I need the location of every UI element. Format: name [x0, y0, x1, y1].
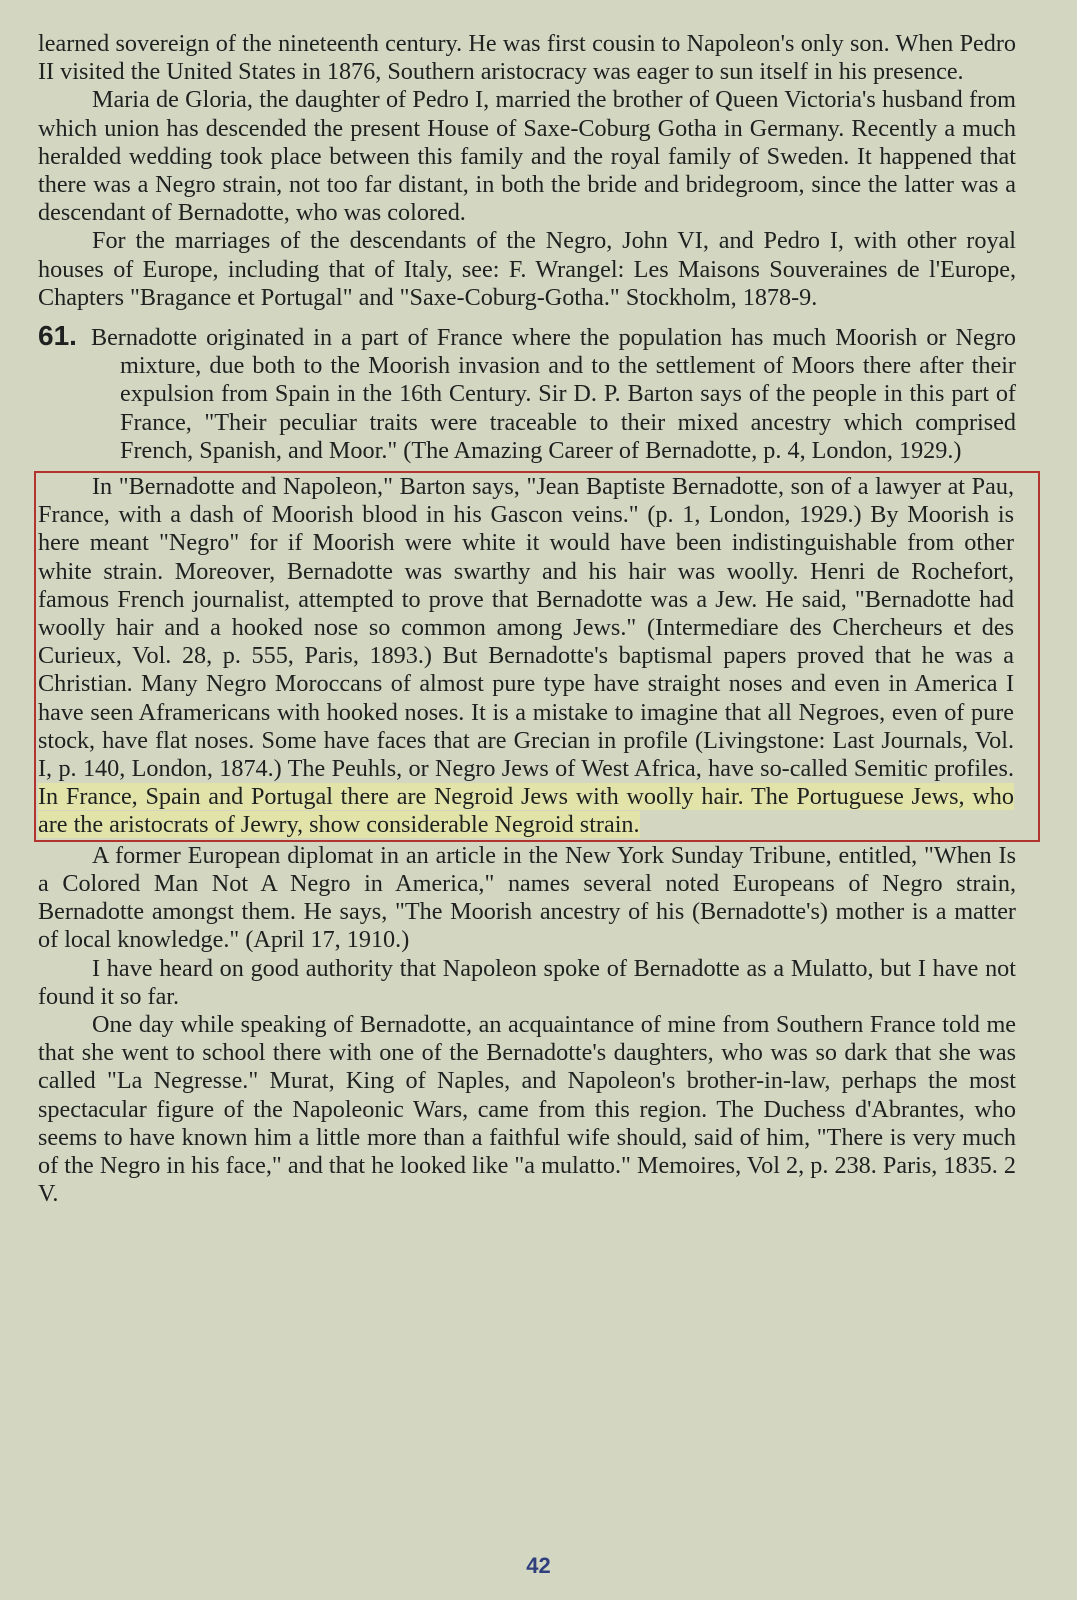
page-number: 42	[526, 1553, 551, 1578]
boxed-paragraph	[38, 473, 1014, 840]
section-text: Bernadotte originated in a part of France where the population has much Moorish or Negro mixture, due both to the Moorish invasion and to the settlement of Moors there after their expulsion from Spain in the 16th Century. Sir D. P. Barton says of the people in this part of France, "Their peculiar traits were traceable to their mixed ancestry which comprised French, Spanish, and Moor." (The Amazing Career of Bernadotte, p. 4, London, 1929.)	[90, 324, 1016, 464]
boxed-annotation	[34, 471, 1040, 842]
section-first-paragraph	[38, 322, 1016, 465]
paragraph: A former European diplomat in an article in the New York Sunday Tribune, entitled, "When Is a Colored Man Not A Negro in America," names several noted Europeans of Negro strain, Bernadotte amongst them. He says, "The Moorish ancestry of his (Bernadotte's) mother is a matter of local knowledge." (April 17, 1910.)	[38, 841, 1016, 954]
paragraph: One day while speaking of Bernadotte, an acquaintance of mine from Southern France told me that she went to school there with one of the Bernadotte's daughters, who was so dark that she was called "La Negresse." Murat, King of Naples, and Napoleon's brother-in-law, perhaps the most spectacular figure of the Napoleonic Wars, came from this region. The Duchess d'Abrantes, who seems to have known him a little more than a faithful wife should, said of him, "There is very much of the Negro in his face," and that he looked like "a mulatto." Memoires, Vol 2, p. 238. Paris, 1835. 2 V.	[38, 1010, 1016, 1208]
section-61	[38, 322, 1016, 465]
section-number: 61.	[38, 320, 77, 352]
page-text-column	[38, 30, 1016, 1208]
paragraph: For the marriages of the descendants of the Negro, John VI, and Pedro I, with other royal houses of Europe, including that of Italy, see: F. Wrangel: Les Maisons Souveraines de l'Europe, Chapters "Bragance et Portugal" and "Saxe-Coburg-Gotha." Stockholm, 1878-9.	[38, 227, 1016, 311]
paragraph: learned sovereign of the nineteenth century. He was first cousin to Napoleon's only son. When Pedro II visited the United States in 1876, Southern aristocracy was eager to sun itself in his presence.	[38, 30, 1016, 86]
paragraph: Maria de Gloria, the daughter of Pedro I, married the brother of Queen Victoria's husband from which union has descended the present House of Saxe-Coburg Gotha in Germany. Recently a much heralded wedding took place between this family and the royal family of Sweden. It happened that there was a Negro strain, not too far distant, in both the bride and bridegroom, since the latter was a descendant of Bernadotte, who was colored.	[38, 86, 1016, 227]
highlighted-text: In France, Spain and Portugal there are Negroid Jews with woolly hair. The Portuguese Jews, who are the aristocrats of Jewry, show considerable Negroid strain.	[38, 783, 1014, 839]
paragraph: I have heard on good authority that Napoleon spoke of Bernadotte as a Mulatto, but I have not found it so far.	[38, 954, 1016, 1010]
boxed-text: In "Bernadotte and Napoleon," Barton says, "Jean Baptiste Bernadotte, son of a lawyer at Pau, France, with a dash of Moorish blood in his Gascon veins." (p. 1, London, 1929.) By Moorish is here meant "Negro" for if Moorish were white it would have been indistinguishable from other white strain. Moreover, Bernadotte was swarthy and his hair was woolly. Henri de Rochefort, famous French journalist, attempted to prove that Bernadotte was a Jew. He said, "Bernadotte had woolly hair and a hooked nose so common among Jews." (Intermediare des Chercheurs et des Curieux, Vol. 28, p. 555, Paris, 1893.) But Bernadotte's baptismal papers proved that he was a Christian. Many Negro Moroccans of almost pure type have straight noses and even in America I have seen Aframericans with hooked noses. It is a mistake to imagine that all Negroes, even of pure stock, have flat noses. Some have faces that are Grecian in profile (Livingstone: Last Journals, Vol. I, p. 140, London, 1874.) The Peuhls, or Negro Jews of West Africa, have so-called Semitic profiles.	[38, 473, 1014, 783]
